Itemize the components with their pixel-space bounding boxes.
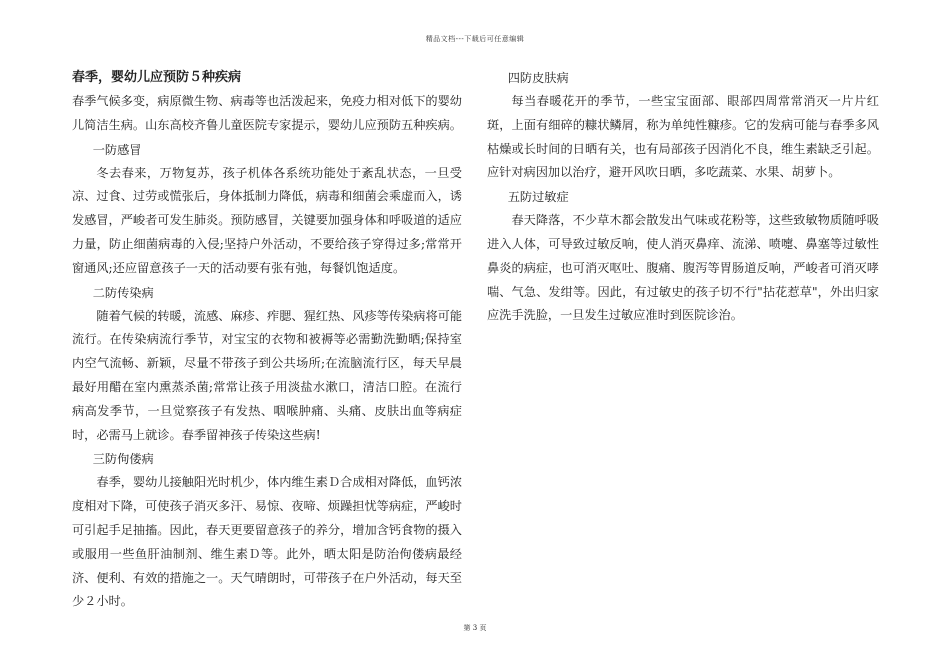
section-body-rickets: 春季，婴幼儿接触阳光时机少，体内维生素Ｄ合成相对降低，血钙浓度相对下降，可使孩子消灭多汗、易惊、夜啼、烦躁担忧等病症，严峻时可引起手足抽搐。因此，春天更要留意孩子的养分，增加含钙食物的摄入或服用一些鱼肝油制剂、维生素Ｄ等。此外，晒太阳是防治佝偻病最经济、便利、有效的措施之一。天气晴朗时，可带孩子在户外活动，每天至少２小时。 <box>72 475 463 609</box>
intro-paragraph: 春季气候多变，病原微生物、病毒等也活泼起来，免疫力相对低下的婴幼儿简洁生病。山东高校齐鲁儿童医院专家提示，婴幼儿应预防五种疾病。 <box>72 94 462 132</box>
left-column <box>72 66 462 614</box>
section-body-infectious: 随着气候的转暖，流感、麻疹、痄腮、猩红热、风疹等传染病将可能流行。在传染病流行季节，对宝宝的衣物和被褥等必需勤洗勤晒;保持室内空气流畅、新颖，尽量不带孩子到公共场所;在流脑流行区，每天早晨最好用醋在室内熏蒸杀菌;常常让孩子用淡盐水漱口，清洁口腔。在流行病高发季节，一旦觉察孩子有发热、咽喉肿痛、头痛、皮肤出血等病症时，必需马上就诊。春季留神孩子传染这些病! <box>72 308 463 442</box>
section-heading-cold: 一防感冒 <box>92 142 142 157</box>
section-heading-allergy: 五防过敏症 <box>507 190 569 205</box>
page-number: 第 3 页 <box>463 624 487 632</box>
section-body-allergy: 春天降落，不少草木都会散发出气味或花粉等，这些致敏物质随呼吸进入人体，可导致过敏反响，使人消灭鼻痒、流涕、喷嚏、鼻塞等过敏性鼻炎的病症，也可消灭呕吐、腹痛、腹泻等胃肠道反响，严峻者可消灭哮喘、气急、发绀等。因此，有过敏史的孩子切不行"拈花惹草"，外出归家应洗手洗脸，一旦发生过敏应准时到医院诊治。 <box>487 213 879 323</box>
section-body-cold: 冬去春来，万物复苏，孩子机体各系统功能处于紊乱状态，一旦受凉、过食、过劳或慌张后，身体抵制力降低，病毒和细菌会乘虚而入，诱发感冒，严峻者可发生肺炎。预防感冒，关键要加强身体和呼吸道的适应力量，防止细菌病毒的入侵;坚持户外活动，不要给孩子穿得过多;常常开窗通风;还应留意孩子一天的活动要有张有弛，每餐饥饱适度。 <box>72 165 462 275</box>
section-heading-skin: 四防皮肤病 <box>507 71 569 85</box>
section-heading-infectious: 二防传染病 <box>92 285 154 300</box>
section-heading-rickets: 三防佝偻病 <box>92 452 154 467</box>
right-column <box>487 66 879 328</box>
section-body-skin: 每当春暖花开的季节，一些宝宝面部、眼部四周常常消灭一片片红斑，上面有细碎的糠状鳞屑，称为单纯性糠疹。它的发病可能与春季多风枯燥或长时间的日晒有关，也有局部孩子因消化不良，维生素缺乏引起。应针对病因加以治疗，避开风吹日晒，多吃蔬菜、水果、胡萝卜。 <box>487 94 879 180</box>
article-title: 春季，婴幼儿应预防５种疾病 <box>72 70 242 85</box>
header-note: 精品文档---下载后可任意编辑 <box>425 35 525 43</box>
